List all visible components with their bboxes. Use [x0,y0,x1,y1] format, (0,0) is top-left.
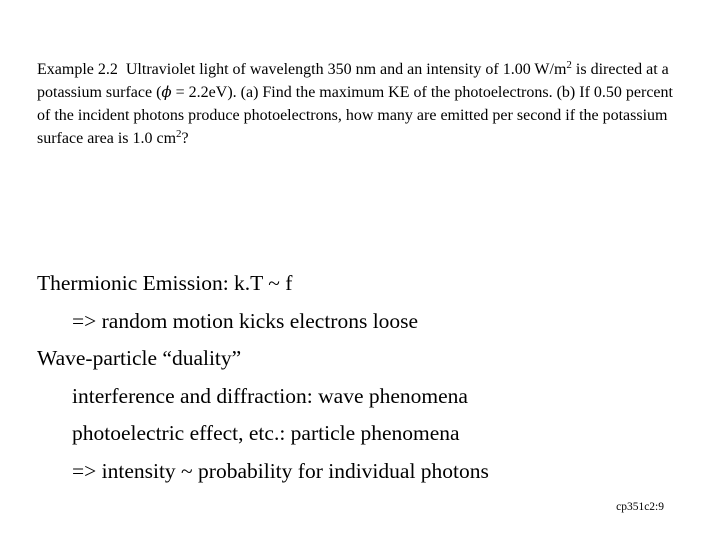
superscript-exponent: 2 [176,128,182,140]
example-text-part-3: = 2.2eV). (a) Find the maximum KE of the photoelectrons. (b) If 0.50 percent of the incident photons produce photoelectrons, how many are emitted per second if the potassium surface area is 1.0 cm [37,84,673,147]
slide-footer-id: cp351c2:9 [616,501,664,513]
thermionic-emission-detail: => random motion kicks electrons loose [72,308,419,333]
notes-list [37,265,697,490]
superscript-exponent: 2 [566,59,572,71]
wave-particle-duality-heading: Wave-particle “duality” [37,346,242,370]
intensity-probability-item: => intensity ~ probability for individual photons [72,458,489,483]
example-heading: Example 2.2 [37,61,118,78]
thermionic-emission-heading: Thermionic Emission: k.T ~ f [37,271,293,295]
example-text-part-2: is directed at a potassium surface ( [37,61,669,101]
wave-phenomena-item: interference and diffraction: wave phenomena [72,383,468,408]
phi-symbol: ϕ [161,83,172,101]
example-text-part-4: ? [181,130,189,147]
particle-phenomena-item: photoelectric effect, etc.: particle phenomena [72,421,460,445]
example-text-part-1: Ultraviolet light of wavelength 350 nm and an intensity of 1.00 W/m [125,61,567,78]
example-problem-text [37,58,687,150]
